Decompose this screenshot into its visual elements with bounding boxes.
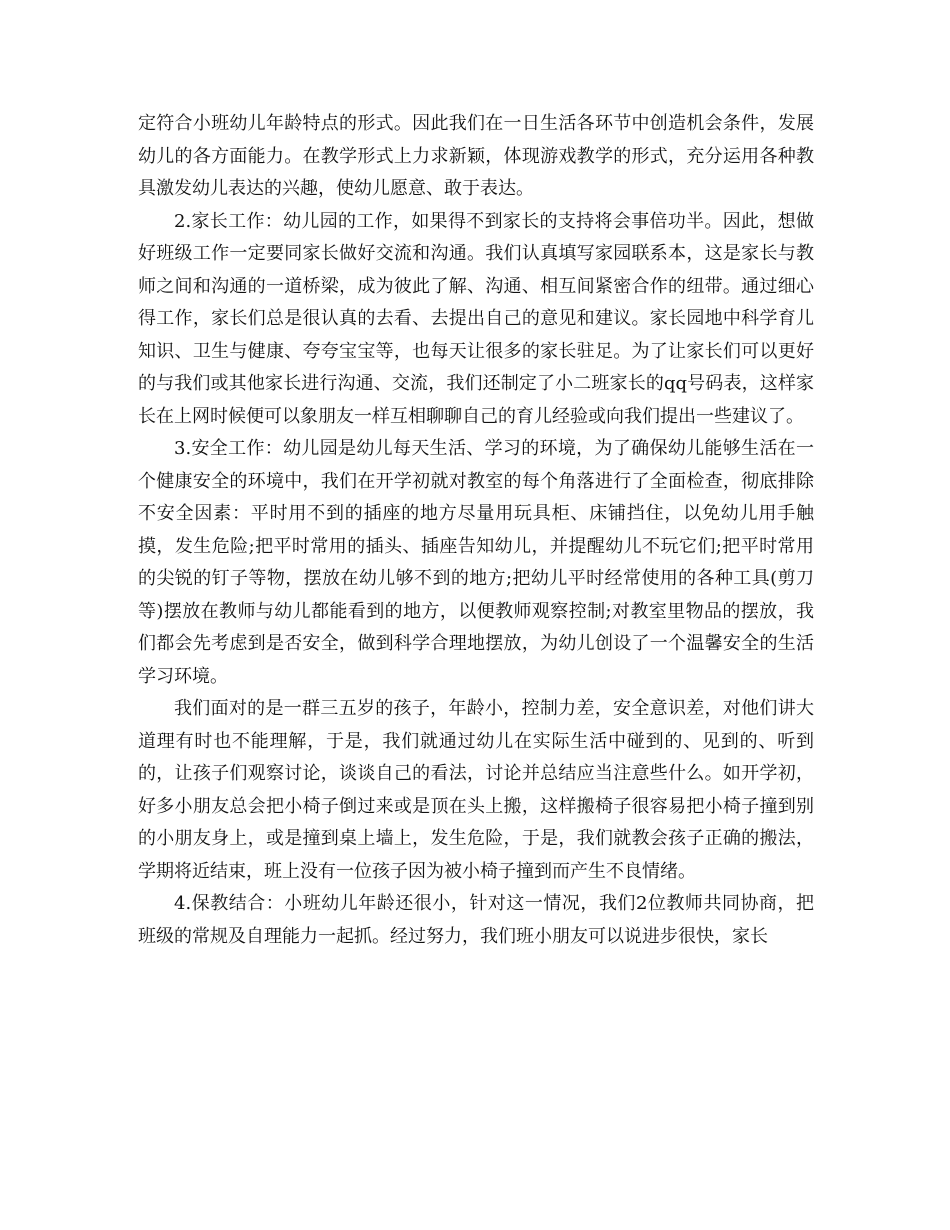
paragraph-parent-work: 2.家长工作：幼儿园的工作，如果得不到家长的支持将会事倍功半。因此，想做好班级工作一定要同家长做好交流和沟通。我们认真填写家园联系本，这是家长与教师之间和沟通的一道桥梁，成为彼此了解、沟通、相互间紧密合作的纽带。通过细心得工作，家长们总是很认真的去看、去提出自己的意见和建议。家长园地中科学育儿知识、卫生与健康、夸夸宝宝等，也每天让很多的家长驻足。为了让家长们可以更好的与我们或其他家长进行沟通、交流，我们还制定了小二班家长的qq号码表，这样家长在上网时候便可以象朋友一样互相聊聊自己的育儿经验或向我们提出一些建议了。: [138, 210, 814, 427]
paragraph-care-education: 4.保教结合：小班幼儿年龄还很小，针对这一情况，我们2位教师共同协商，把班级的常规及自理能力一起抓。经过努力，我们班小朋友可以说进步很快，家长: [138, 893, 814, 947]
paragraph-safety-examples: 我们面对的是一群三五岁的孩子，年龄小，控制力差，安全意识差，对他们讲大道理有时也不能理解，于是，我们就通过幼儿在实际生活中碰到的、见到的、听到的，让孩子们观察讨论，谈谈自己的看法，讨论并总结应当注意些什么。如开学初，好多小朋友总会把小椅子倒过来或是顶在头上搬，这样搬椅子很容易把小椅子撞到别的小朋友身上，或是撞到桌上墙上，发生危险，于是，我们就教会孩子正确的搬法，学期将近结束，班上没有一位孩子因为被小椅子撞到而产生不良情绪。: [138, 698, 814, 882]
document-body: [138, 108, 814, 953]
paragraph-safety-work: 3.安全工作：幼儿园是幼儿每天生活、学习的环境，为了确保幼儿能够生活在一个健康安全的环境中，我们在开学初就对教室的每个角落进行了全面检查，彻底排除不安全因素：平时用不到的插座的地方尽量用玩具柜、床铺挡住，以免幼儿用手触摸，发生危险;把平时常用的插头、插座告知幼儿，并提醒幼儿不玩它们;把平时常用的尖锐的钉子等物，摆放在幼儿够不到的地方;把幼儿平时经常使用的各种工具(剪刀等)摆放在教师与幼儿都能看到的地方，以便教师观察控制;对教室里物品的摆放，我们都会先考虑到是否安全，做到科学合理地摆放，为幼儿创设了一个温馨安全的生活学习环境。: [138, 438, 814, 687]
paragraph-intro-continuation: 定符合小班幼儿年龄特点的形式。因此我们在一日生活各环节中创造机会条件，发展幼儿的各方面能力。在教学形式上力求新颖，体现游戏教学的形式，充分运用各种教具激发幼儿表达的兴趣，使幼儿愿意、敢于表达。: [138, 113, 814, 199]
